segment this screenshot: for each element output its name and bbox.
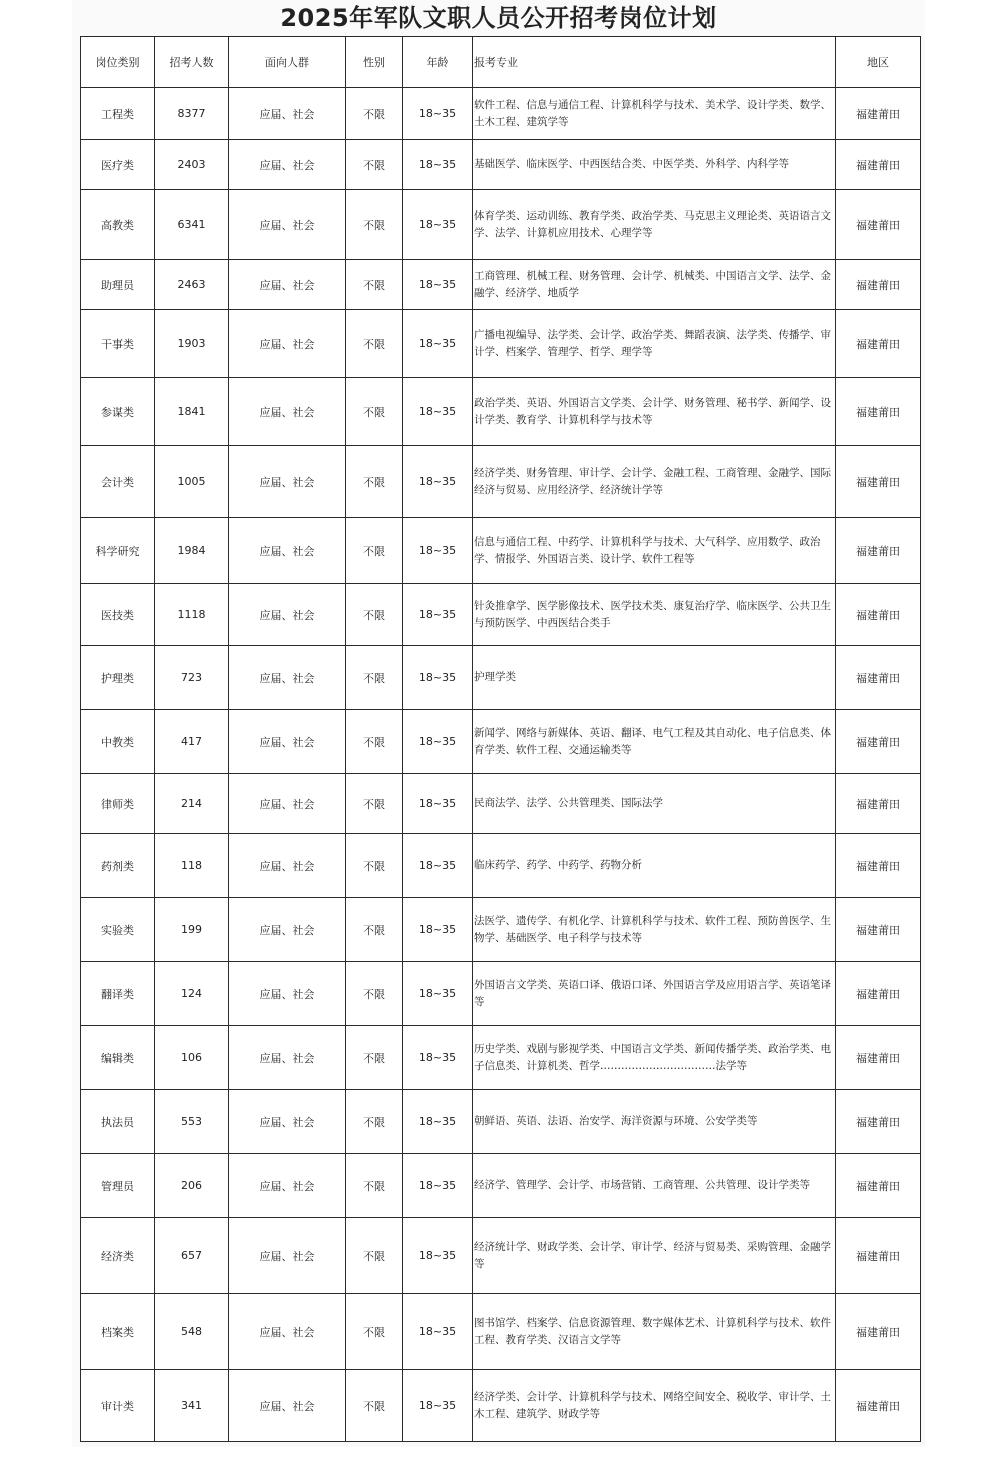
cell-category: 助理员 <box>81 260 155 310</box>
cell-region: 福建莆田 <box>836 962 921 1026</box>
cell-region: 福建莆田 <box>836 1154 921 1218</box>
cell-age: 18~35 <box>403 1154 473 1218</box>
cell-gender: 不限 <box>346 710 403 774</box>
cell-region: 福建莆田 <box>836 140 921 190</box>
table-row <box>81 962 921 1026</box>
cell-region: 福建莆田 <box>836 898 921 962</box>
cell-gender: 不限 <box>346 190 403 260</box>
table-row <box>81 310 921 378</box>
cell-category: 医疗类 <box>81 140 155 190</box>
cell-major: 政治学类、英语、外国语言文学类、会计学、财务管理、秘书学、新闻学、设计学类、教育学、计算机科学与技术等 <box>473 378 836 446</box>
cell-region: 福建莆田 <box>836 446 921 518</box>
cell-major: 工商管理、机械工程、财务管理、会计学、机械类、中国语言文学、法学、金融学、经济学、地质学 <box>473 260 836 310</box>
table-row <box>81 190 921 260</box>
cell-gender: 不限 <box>346 774 403 834</box>
cell-target: 应届、社会 <box>229 1294 346 1370</box>
cell-major: 民商法学、法学、公共管理类、国际法学 <box>473 774 836 834</box>
header-count: 招考人数 <box>155 37 229 88</box>
cell-age: 18~35 <box>403 378 473 446</box>
cell-region: 福建莆田 <box>836 1294 921 1370</box>
table-row <box>81 1026 921 1090</box>
cell-count: 106 <box>155 1026 229 1090</box>
document-title: 2025年军队文职人员公开招考岗位计划 <box>280 4 717 32</box>
cell-region: 福建莆田 <box>836 1218 921 1294</box>
cell-count: 553 <box>155 1090 229 1154</box>
cell-count: 124 <box>155 962 229 1026</box>
cell-major: 经济学类、财务管理、审计学、会计学、金融工程、工商管理、金融学、国际经济与贸易、应用经济学、经济统计学等 <box>473 446 836 518</box>
cell-gender: 不限 <box>346 1294 403 1370</box>
cell-region: 福建莆田 <box>836 1370 921 1442</box>
cell-age: 18~35 <box>403 1218 473 1294</box>
cell-category: 科学研究 <box>81 518 155 584</box>
cell-category: 参谋类 <box>81 378 155 446</box>
cell-category: 中教类 <box>81 710 155 774</box>
header-gender: 性别 <box>346 37 403 88</box>
cell-gender: 不限 <box>346 898 403 962</box>
cell-category: 实验类 <box>81 898 155 962</box>
cell-region: 福建莆田 <box>836 710 921 774</box>
cell-age: 18~35 <box>403 1370 473 1442</box>
table-row <box>81 898 921 962</box>
cell-major: 朝鲜语、英语、法语、治安学、海洋资源与环境、公安学类等 <box>473 1090 836 1154</box>
cell-category: 高教类 <box>81 190 155 260</box>
cell-gender: 不限 <box>346 378 403 446</box>
table-row <box>81 88 921 140</box>
cell-target: 应届、社会 <box>229 378 346 446</box>
cell-target: 应届、社会 <box>229 646 346 710</box>
cell-count: 341 <box>155 1370 229 1442</box>
cell-region: 福建莆田 <box>836 646 921 710</box>
cell-count: 2403 <box>155 140 229 190</box>
cell-count: 206 <box>155 1154 229 1218</box>
cell-category: 翻译类 <box>81 962 155 1026</box>
cell-gender: 不限 <box>346 962 403 1026</box>
cell-gender: 不限 <box>346 518 403 584</box>
cell-age: 18~35 <box>403 1294 473 1370</box>
cell-category: 管理员 <box>81 1154 155 1218</box>
cell-age: 18~35 <box>403 310 473 378</box>
cell-age: 18~35 <box>403 834 473 898</box>
cell-gender: 不限 <box>346 1154 403 1218</box>
cell-target: 应届、社会 <box>229 584 346 646</box>
cell-category: 工程类 <box>81 88 155 140</box>
cell-major: 针灸推拿学、医学影像技术、医学技术类、康复治疗学、临床医学、公共卫生与预防医学、中西医结合类手 <box>473 584 836 646</box>
table-row <box>81 260 921 310</box>
cell-category: 档案类 <box>81 1294 155 1370</box>
header-target: 面向人群 <box>229 37 346 88</box>
table-row <box>81 446 921 518</box>
cell-age: 18~35 <box>403 190 473 260</box>
table-body <box>81 88 921 1442</box>
table-row <box>81 774 921 834</box>
cell-major: 临床药学、药学、中药学、药物分析 <box>473 834 836 898</box>
cell-major: 广播电视编导、法学类、会计学、政治学类、舞蹈表演、法学类、传播学、审计学、档案学、管理学、哲学、理学等 <box>473 310 836 378</box>
cell-major: 护理学类 <box>473 646 836 710</box>
cell-count: 1903 <box>155 310 229 378</box>
cell-gender: 不限 <box>346 88 403 140</box>
cell-major: 信息与通信工程、中药学、计算机科学与技术、大气科学、应用数学、政治学、情报学、外国语言类、设计学、软件工程等 <box>473 518 836 584</box>
cell-count: 723 <box>155 646 229 710</box>
table-row <box>81 1218 921 1294</box>
cell-target: 应届、社会 <box>229 310 346 378</box>
cell-major: 基础医学、临床医学、中西医结合类、中医学类、外科学、内科学等 <box>473 140 836 190</box>
cell-age: 18~35 <box>403 88 473 140</box>
cell-gender: 不限 <box>346 1026 403 1090</box>
cell-target: 应届、社会 <box>229 140 346 190</box>
cell-target: 应届、社会 <box>229 260 346 310</box>
cell-major: 法医学、遗传学、有机化学、计算机科学与技术、软件工程、预防兽医学、生物学、基础医学、电子科学与技术等 <box>473 898 836 962</box>
cell-target: 应届、社会 <box>229 1154 346 1218</box>
cell-region: 福建莆田 <box>836 88 921 140</box>
cell-region: 福建莆田 <box>836 1026 921 1090</box>
cell-target: 应届、社会 <box>229 446 346 518</box>
cell-region: 福建莆田 <box>836 310 921 378</box>
header-age: 年龄 <box>403 37 473 88</box>
cell-target: 应届、社会 <box>229 190 346 260</box>
cell-major: 软件工程、信息与通信工程、计算机科学与技术、美术学、设计学类、数学、土木工程、建筑学等 <box>473 88 836 140</box>
cell-target: 应届、社会 <box>229 898 346 962</box>
cell-category: 审计类 <box>81 1370 155 1442</box>
cell-count: 199 <box>155 898 229 962</box>
cell-count: 1841 <box>155 378 229 446</box>
cell-region: 福建莆田 <box>836 518 921 584</box>
cell-count: 6341 <box>155 190 229 260</box>
cell-target: 应届、社会 <box>229 834 346 898</box>
cell-category: 律师类 <box>81 774 155 834</box>
cell-count: 417 <box>155 710 229 774</box>
cell-region: 福建莆田 <box>836 1090 921 1154</box>
table-row <box>81 584 921 646</box>
cell-category: 药剂类 <box>81 834 155 898</box>
cell-gender: 不限 <box>346 140 403 190</box>
table-row <box>81 378 921 446</box>
cell-gender: 不限 <box>346 834 403 898</box>
cell-major: 外国语言文学类、英语口译、俄语口译、外国语言学及应用语言学、英语笔译等 <box>473 962 836 1026</box>
recruitment-table <box>80 36 921 1442</box>
table-row <box>81 140 921 190</box>
cell-major: 图书馆学、档案学、信息资源管理、数字媒体艺术、计算机科学与技术、软件工程、教育学类、汉语言文学等 <box>473 1294 836 1370</box>
cell-gender: 不限 <box>346 584 403 646</box>
cell-major: 经济学类、会计学、计算机科学与技术、网络空间安全、税收学、审计学、土木工程、建筑学、财政学等 <box>473 1370 836 1442</box>
cell-gender: 不限 <box>346 260 403 310</box>
cell-target: 应届、社会 <box>229 710 346 774</box>
cell-target: 应届、社会 <box>229 774 346 834</box>
cell-region: 福建莆田 <box>836 774 921 834</box>
cell-category: 执法员 <box>81 1090 155 1154</box>
cell-major: 新闻学、网络与新媒体、英语、翻译、电气工程及其自动化、电子信息类、体育学类、软件工程、交通运输类等 <box>473 710 836 774</box>
cell-age: 18~35 <box>403 140 473 190</box>
cell-category: 编辑类 <box>81 1026 155 1090</box>
table-row <box>81 834 921 898</box>
table-row <box>81 1294 921 1370</box>
table-row <box>81 518 921 584</box>
cell-count: 1005 <box>155 446 229 518</box>
cell-gender: 不限 <box>346 446 403 518</box>
cell-target: 应届、社会 <box>229 88 346 140</box>
cell-count: 8377 <box>155 88 229 140</box>
cell-count: 1984 <box>155 518 229 584</box>
cell-age: 18~35 <box>403 1090 473 1154</box>
table-row <box>81 1370 921 1442</box>
cell-gender: 不限 <box>346 1090 403 1154</box>
cell-major: 历史学类、戏剧与影视学类、中国语言文学类、新闻传播学类、政治学类、电子信息类、计算机类、哲学……………………………法学等 <box>473 1026 836 1090</box>
cell-category: 干事类 <box>81 310 155 378</box>
table-row <box>81 710 921 774</box>
cell-count: 118 <box>155 834 229 898</box>
cell-target: 应届、社会 <box>229 1090 346 1154</box>
cell-category: 经济类 <box>81 1218 155 1294</box>
cell-gender: 不限 <box>346 310 403 378</box>
table-row <box>81 646 921 710</box>
cell-target: 应届、社会 <box>229 1370 346 1442</box>
cell-region: 福建莆田 <box>836 834 921 898</box>
cell-age: 18~35 <box>403 584 473 646</box>
cell-target: 应届、社会 <box>229 1218 346 1294</box>
cell-gender: 不限 <box>346 1218 403 1294</box>
cell-count: 548 <box>155 1294 229 1370</box>
cell-age: 18~35 <box>403 646 473 710</box>
cell-age: 18~35 <box>403 446 473 518</box>
cell-gender: 不限 <box>346 1370 403 1442</box>
cell-gender: 不限 <box>346 646 403 710</box>
cell-region: 福建莆田 <box>836 378 921 446</box>
cell-age: 18~35 <box>403 260 473 310</box>
cell-target: 应届、社会 <box>229 962 346 1026</box>
cell-major: 经济统计学、财政学类、会计学、审计学、经济与贸易类、采购管理、金融学等 <box>473 1218 836 1294</box>
cell-count: 214 <box>155 774 229 834</box>
cell-category: 会计类 <box>81 446 155 518</box>
cell-region: 福建莆田 <box>836 260 921 310</box>
cell-age: 18~35 <box>403 710 473 774</box>
header-major: 报考专业 <box>473 37 836 88</box>
cell-age: 18~35 <box>403 518 473 584</box>
cell-count: 1118 <box>155 584 229 646</box>
cell-target: 应届、社会 <box>229 1026 346 1090</box>
cell-region: 福建莆田 <box>836 584 921 646</box>
cell-major: 体育学类、运动训练、教育学类、政治学类、马克思主义理论类、英语语言文学、法学、计算机应用技术、心理学等 <box>473 190 836 260</box>
table-header-row <box>81 37 921 88</box>
cell-age: 18~35 <box>403 1026 473 1090</box>
cell-region: 福建莆田 <box>836 190 921 260</box>
cell-age: 18~35 <box>403 898 473 962</box>
table-row <box>81 1154 921 1218</box>
cell-age: 18~35 <box>403 774 473 834</box>
cell-target: 应届、社会 <box>229 518 346 584</box>
table-row <box>81 1090 921 1154</box>
cell-count: 657 <box>155 1218 229 1294</box>
header-region: 地区 <box>836 37 921 88</box>
header-category: 岗位类别 <box>81 37 155 88</box>
cell-category: 医技类 <box>81 584 155 646</box>
cell-major: 经济学、管理学、会计学、市场营销、工商管理、公共管理、设计学类等 <box>473 1154 836 1218</box>
cell-count: 2463 <box>155 260 229 310</box>
cell-age: 18~35 <box>403 962 473 1026</box>
cell-category: 护理类 <box>81 646 155 710</box>
